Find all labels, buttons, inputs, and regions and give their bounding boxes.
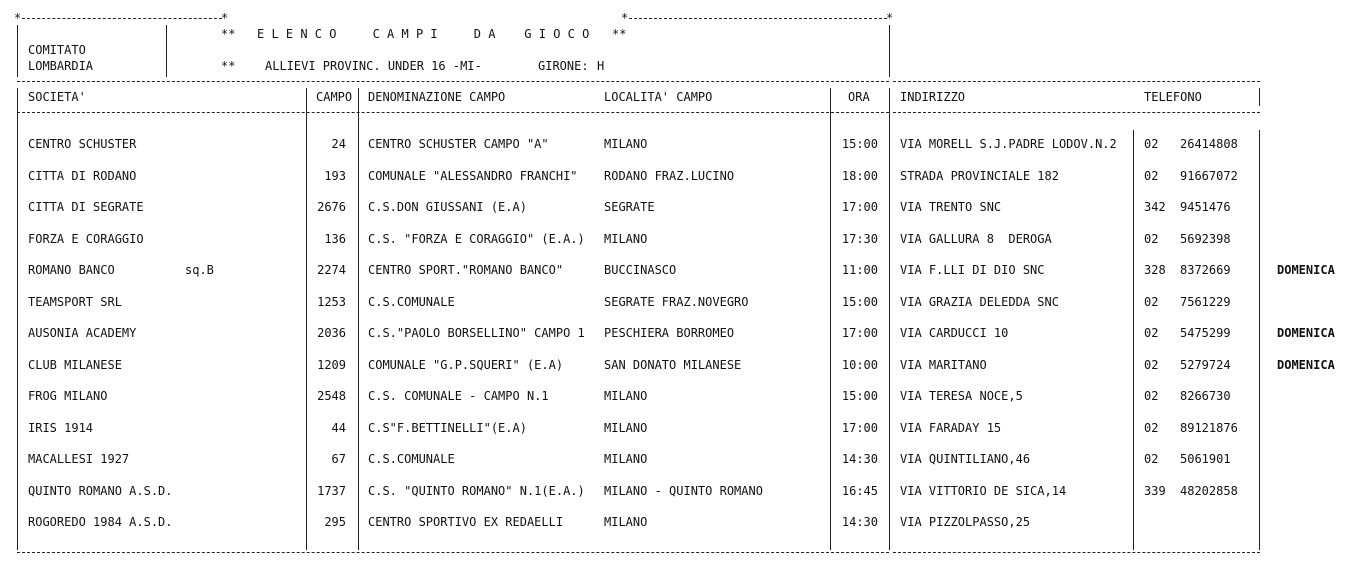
cell-societa: FROG MILANO [28,389,108,403]
cell-ora: 14:30 [841,515,878,529]
col-divider-campo [306,88,307,550]
cell-indirizzo: VIA CARDUCCI 10 [900,326,1009,340]
cell-numero: 89121876 [1180,420,1238,435]
cell-ora: 15:00 [841,389,878,403]
cell-denominazione: C.S. COMUNALE - CAMPO N.1 [368,389,549,403]
cell-numero: 5061901 [1180,452,1231,466]
cell-societa: CLUB MILANESE [28,357,122,372]
cell-ora: 17:30 [841,231,878,246]
cell-localita: MILANO [604,420,648,435]
girone-label: GIRONE: [538,59,589,73]
cell-numero: 91667072 [1180,168,1238,183]
cell-societa: CITTA DI SEGRATE [28,200,144,214]
cell-prefisso: 02 [1144,326,1159,340]
cell-numero: 5692398 [1180,231,1231,246]
cell-ora: 17:00 [841,200,878,214]
cell-societa: MACALLESI 1927 [28,452,130,466]
table-bottom-rule-left [17,552,889,553]
cell-prefisso: 02 [1144,231,1159,246]
cell-indirizzo: VIA PIZZOLPASSO,25 [900,515,1031,529]
cell-localita: SAN DONATO MILANESE [604,357,742,372]
cell-denominazione: C.S. "QUINTO ROMANO" N.1(E.A.) [368,483,585,498]
col-divider-right-edge [1259,130,1260,550]
cell-indirizzo: VIA TERESA NOCE,5 [900,389,1023,403]
cell-numero: 8266730 [1180,389,1231,403]
cell-indirizzo: VIA F.LLI DI DIO SNC [900,263,1045,277]
cell-indirizzo: VIA FARADAY 15 [900,420,1002,435]
col-header-denominazione: DENOMINAZIONE CAMPO [368,90,506,104]
cell-localita: MILANO [604,231,648,246]
header-frame-right [889,25,890,77]
cell-prefisso: 328 [1144,263,1166,277]
cell-campo: 2548 [317,389,346,403]
cell-societa: ROMANO BANCO [28,263,115,277]
cell-campo: 1737 [317,483,346,498]
cell-societa: TEAMSPORT SRL [28,294,122,309]
cell-campo: 295 [324,515,346,529]
cell-ora: 15:00 [841,137,878,151]
col-header-societa: SOCIETA' [28,90,86,104]
col-divider-right-edge-header [1259,88,1260,106]
col-header-localita: LOCALITA' CAMPO [604,90,713,104]
table-bottom-rule-right [893,552,1260,553]
table-top-rule-right [893,81,1260,82]
cell-numero: 7561229 [1180,294,1231,309]
cell-denominazione: CENTRO SPORT."ROMANO BANCO" [368,263,564,277]
cell-societa: CENTRO SCHUSTER [28,137,137,151]
cell-ora: 16:45 [841,483,878,498]
cell-campo: 2676 [317,200,346,214]
cell-ora: 15:00 [841,294,878,309]
cell-denominazione: COMUNALE "ALESSANDRO FRANCHI" [368,168,578,183]
cell-note: DOMENICA [1277,326,1335,340]
cell-indirizzo: VIA QUINTILIANO,46 [900,452,1031,466]
col-header-ora: ORA [848,90,870,104]
cell-prefisso: 342 [1144,200,1166,214]
cell-denominazione: CENTRO SPORTIVO EX REDAELLI [368,515,564,529]
cell-denominazione: C.S."PAOLO BORSELLINO" CAMPO 1 [368,326,585,340]
cell-localita: MILANO [604,515,648,529]
cell-denominazione: C.S.DON GIUSSANI (E.A) [368,200,527,214]
cell-campo: 1209 [317,357,346,372]
cell-indirizzo: VIA MORELL S.J.PADRE LODOV.N.2 [900,137,1117,151]
col-divider-ora [830,88,831,550]
cell-denominazione: COMUNALE "G.P.SQUERI" (E.A) [368,357,564,372]
cell-societa: CITTA DI RODANO [28,168,137,183]
cell-ora: 11:00 [841,263,878,277]
cell-indirizzo: VIA MARITANO [900,357,987,372]
cell-numero: 48202858 [1180,483,1238,498]
committee-line-2: LOMBARDIA [28,59,94,73]
cell-localita: SEGRATE FRAZ.NOVEGRO [604,294,749,309]
cell-ora: 14:30 [841,452,878,466]
cell-denominazione: C.S.COMUNALE [368,452,455,466]
col-divider-denominazione [358,88,359,550]
cell-prefisso: 02 [1144,389,1159,403]
cell-indirizzo: VIA GRAZIA DELEDDA SNC [900,294,1059,309]
col-divider-indirizzo [889,88,890,550]
committee-line-1: COMITATO [28,43,86,57]
document-title: E L E N C O C A M P I D A G I O C O [257,27,590,41]
cell-campo: 136 [324,231,346,246]
cell-campo: 1253 [317,294,346,309]
cell-note: DOMENICA [1277,263,1335,277]
cell-denominazione: C.S. "FORZA E CORAGGIO" (E.A.) [368,231,585,246]
cell-ora: 17:00 [841,420,878,435]
header-top-rule-left [22,18,222,19]
cell-campo: 193 [324,168,346,183]
col-divider-telefono [1133,130,1134,550]
cell-denominazione: CENTRO SCHUSTER CAMPO "A" [368,137,549,151]
cell-indirizzo: VIA TRENTO SNC [900,200,1002,214]
cell-numero: 5279724 [1180,357,1231,372]
cell-prefisso: 02 [1144,357,1159,372]
cell-campo: 44 [331,420,346,435]
cell-localita: PESCHIERA BORROMEO [604,326,735,340]
cell-squadra: sq.B [185,263,214,277]
cell-societa: AUSONIA ACADEMY [28,326,137,340]
cell-ora: 18:00 [841,168,878,183]
cell-prefisso: 02 [1144,294,1159,309]
category-label: ALLIEVI PROVINC. UNDER 16 -MI- [265,59,482,73]
cell-campo: 2036 [317,326,346,340]
corner-mark-center-right: * [621,11,629,25]
cell-indirizzo: VIA GALLURA 8 DEROGA [900,231,1052,246]
cell-localita: RODANO FRAZ.LUCINO [604,168,735,183]
cell-denominazione: C.S"F.BETTINELLI"(E.A) [368,420,527,435]
cell-note: DOMENICA [1277,357,1335,372]
cell-campo: 67 [331,452,346,466]
cell-campo: 2274 [317,263,346,277]
cell-indirizzo: VIA VITTORIO DE SICA,14 [900,483,1067,498]
cell-indirizzo: STRADA PROVINCIALE 182 [900,168,1059,183]
cell-societa: FORZA E CORAGGIO [28,231,144,246]
cell-localita: MILANO [604,137,648,151]
col-header-indirizzo: INDIRIZZO [900,90,966,104]
corner-mark-center-left: * [221,11,229,25]
cell-denominazione: C.S.COMUNALE [368,294,455,309]
cell-societa: IRIS 1914 [28,420,94,435]
title-stars-left: ** [221,27,236,41]
header-bottom-rule-right [893,112,1260,113]
cell-numero: 9451476 [1180,200,1231,214]
header-frame-left [17,25,18,77]
cell-prefisso: 339 [1144,483,1166,498]
cell-localita: SEGRATE [604,200,655,214]
header-committee-divider [166,25,167,77]
cell-localita: MILANO - QUINTO ROMANO [604,483,763,498]
girone-value: H [597,59,605,73]
cell-numero: 8372669 [1180,263,1231,277]
col-header-telefono: TELEFONO [1144,90,1202,104]
cell-campo: 24 [331,137,346,151]
col-header-campo: CAMPO [316,90,353,104]
cell-localita: BUCCINASCO [604,263,677,277]
cell-prefisso: 02 [1144,420,1159,435]
cell-societa: ROGOREDO 1984 A.S.D. [28,515,173,529]
cell-numero: 26414808 [1180,137,1238,151]
header-bottom-rule-left [17,112,889,113]
cell-localita: MILANO [604,389,648,403]
cell-societa: QUINTO ROMANO A.S.D. [28,483,173,498]
cell-prefisso: 02 [1144,168,1159,183]
cell-localita: MILANO [604,452,648,466]
cell-ora: 17:00 [841,326,878,340]
cell-prefisso: 02 [1144,452,1159,466]
cell-ora: 10:00 [841,357,878,372]
cell-numero: 5475299 [1180,326,1231,340]
header-top-rule-right [629,18,887,19]
title-stars-right: ** [612,27,627,41]
table-top-rule-left [17,81,889,82]
cell-prefisso: 02 [1144,137,1159,151]
col-divider-left-edge [17,88,18,550]
corner-mark-left: * [14,11,22,25]
corner-mark-right: * [886,11,894,25]
subtitle-stars: ** [221,59,236,73]
